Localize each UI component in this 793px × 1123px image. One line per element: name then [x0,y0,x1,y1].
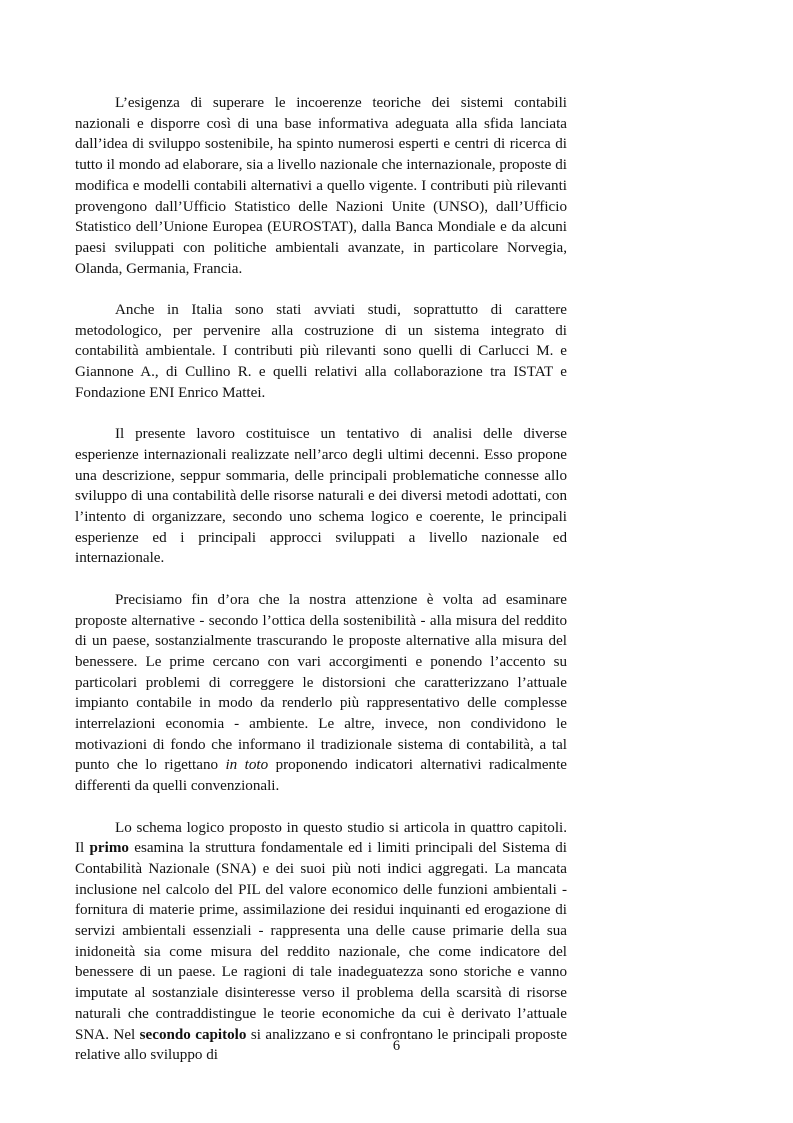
document-page [75,93,567,1087]
paragraph-intro [75,93,567,279]
bold-text: secondo capitolo [139,1026,247,1043]
paragraph-text: Precisiamo fin d’ora che la nostra attenzione è volta ad esaminare proposte alternative - secondo l’ottica della sostenibilità - alla misura del reddito di un paese, sostanzialmente trascurando le proposte alternative alla misura del benessere. Le prime cercano con vari accorgimenti e ponendo l’accento su particolari problemi di correggere le distorsioni che caratterizzano l’attuale impianto contabile in modo da renderlo più rappresentativo delle complesse interrelazioni economia - ambiente. Le altre, invece, non condividono le motivazioni di fondo che informano il tradizionale sistema di contabilità, a tal punto che lo rigettano [75,591,567,774]
paragraph-text: si analizzano e si confrontano le principali proposte relative allo sviluppo di [75,1026,568,1064]
paragraph-text: proponendo indicatori alternativi radicalmente differenti da quelli convenzionali. [75,757,567,795]
italic-text: in toto [225,757,269,774]
paragraph-work-aim [75,424,567,569]
paragraph-focus [75,590,567,797]
page-number: 6 [392,1038,401,1054]
paragraph-text: Il presente lavoro costituisce un tentativo di analisi delle diverse esperienze internazionali realizzate nell’arco degli ultimi decenni. Esso propone una descrizione, seppur sommaria, delle principali problematiche connesse allo sviluppo di una contabilità delle risorse naturali e dei diversi metodi adottati, con l’intento di organizzare, secondo uno schema logico e coerente, le principali esperienze ed i principali approcci sviluppati a livello nazionale ed internazionale. [75,426,567,567]
paragraph-text: Anche in Italia sono stati avviati studi, soprattutto di carattere metodologico, per pervenire alla costruzione di un sistema integrato di contabilità ambientale. I contributi più rilevanti sono quelli di Carlucci M. e Giannone A., di Cullino R. e quelli relativi alla collaborazione tra ISTAT e Fondazione ENI Enrico Mattei. [75,302,567,401]
paragraph-text: Lo schema logico proposto in questo studio si articola in quattro capitoli. Il [75,819,567,857]
bold-text: primo [89,840,129,857]
paragraph-italy-studies [75,300,567,404]
paragraph-text: L’esigenza di superare le incoerenze teoriche dei sistemi contabili nazionali e disporre così di una base informativa adeguata alla sfida lanciata dall’idea di sviluppo sostenibile, ha spinto numerosi esperti e centri di ricerca di tutto il mondo ad elaborare, sia a livello nazionale che internazionale, proposte di modifica e modelli contabili alternativi a quello vigente. I contributi più rilevanti provengono dall’Ufficio Statistico delle Nazioni Unite (UNSO), dall’Ufficio Statistico dell’Unione Europea (EUROSTAT), dalla Banca Mondiale e da alcuni paesi sviluppati con politiche ambientali avanzate, in particolare Norvegia, Olanda, Germania, Francia. [75,95,567,277]
paragraph-text: esamina la struttura fondamentale ed i limiti principali del Sistema di Contabilità Nazionale (SNA) e dei suoi più noti indici aggregati. La mancata inclusione nel calcolo del PIL del valore economico delle funzioni ambientali - fornitura di materie prime, assimilazione dei residui inquinanti ed erogazione di servizi ambientali essenziali - rappresenta una delle cause primarie della sua inidoneità sia come misura del reddito nazionale, che come indicatore del benessere di un paese. Le ragioni di tale inadeguatezza sono storiche e vanno imputate al sostanziale disinteresse verso il problema della scarsità di risorse naturali che contraddistingue le teorie economiche da cui è derivato l’attuale SNA. Nel [75,840,567,1043]
paragraph-structure [75,818,567,1066]
